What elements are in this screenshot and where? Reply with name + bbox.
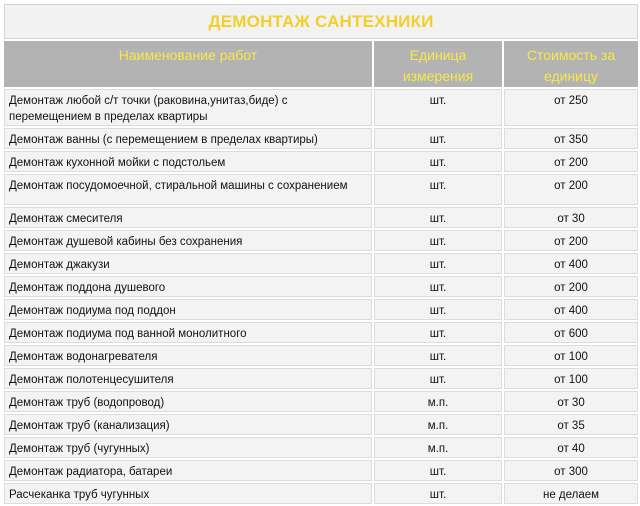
row-unit: шт. — [374, 230, 502, 251]
table-row — [4, 345, 638, 366]
row-cost: от 200 — [504, 276, 638, 297]
row-cost: от 600 — [504, 322, 638, 343]
column-header-name: Наименование работ — [4, 41, 372, 87]
row-name: Демонтаж полотенцесушителя — [4, 368, 372, 389]
row-name: Демонтаж подиума под ванной монолитного — [4, 322, 372, 343]
column-header-unit: Единица измерения — [374, 41, 502, 87]
row-cost: от 200 — [504, 230, 638, 251]
row-cost: от 30 — [504, 207, 638, 228]
row-unit: шт. — [374, 276, 502, 297]
row-cost: от 40 — [504, 437, 638, 458]
table-row — [4, 276, 638, 297]
row-cost: не делаем — [504, 483, 638, 504]
row-cost: от 30 — [504, 391, 638, 412]
row-cost: от 400 — [504, 299, 638, 320]
price-table — [2, 2, 640, 506]
row-name: Демонтаж труб (водопровод) — [4, 391, 372, 412]
row-unit: шт. — [374, 207, 502, 228]
row-cost: от 250 — [504, 89, 638, 126]
row-unit: м.п. — [374, 414, 502, 435]
row-unit: шт. — [374, 322, 502, 343]
table-row — [4, 322, 638, 343]
row-name: Демонтаж любой с/т точки (раковина,унитаз,биде) с перемещением в пределах квартиры — [4, 89, 372, 126]
row-unit: шт. — [374, 483, 502, 504]
row-cost: от 350 — [504, 128, 638, 149]
row-unit: шт. — [374, 299, 502, 320]
row-name: Демонтаж поддона душевого — [4, 276, 372, 297]
row-cost: от 200 — [504, 174, 638, 205]
price-table-container — [2, 2, 638, 506]
table-row — [4, 437, 638, 458]
row-name: Демонтаж кухонной мойки с подстольем — [4, 151, 372, 172]
row-name: Демонтаж смесителя — [4, 207, 372, 228]
table-row — [4, 207, 638, 228]
row-unit: шт. — [374, 345, 502, 366]
row-unit: м.п. — [374, 437, 502, 458]
table-row — [4, 391, 638, 412]
row-name: Демонтаж душевой кабины без сохранения — [4, 230, 372, 251]
table-title: ДЕМОНТАЖ САНТЕХНИКИ — [4, 4, 638, 39]
row-cost: от 100 — [504, 368, 638, 389]
table-row — [4, 174, 638, 205]
row-unit: шт. — [374, 174, 502, 205]
row-name: Демонтаж труб (канализация) — [4, 414, 372, 435]
row-name: Демонтаж труб (чугунных) — [4, 437, 372, 458]
row-cost: от 300 — [504, 460, 638, 481]
row-unit: шт. — [374, 151, 502, 172]
table-row — [4, 253, 638, 274]
row-name: Демонтаж посудомоечной, стиральной машины с сохранением — [4, 174, 372, 205]
row-unit: шт. — [374, 89, 502, 126]
row-name: Демонтаж джакузи — [4, 253, 372, 274]
row-name: Демонтаж водонагревателя — [4, 345, 372, 366]
row-cost: от 200 — [504, 151, 638, 172]
row-name: Демонтаж радиатора, батареи — [4, 460, 372, 481]
table-row — [4, 368, 638, 389]
row-name: Демонтаж подиума под поддон — [4, 299, 372, 320]
table-row — [4, 414, 638, 435]
row-unit: шт. — [374, 460, 502, 481]
row-cost: от 35 — [504, 414, 638, 435]
row-cost: от 400 — [504, 253, 638, 274]
row-name: Демонтаж ванны (с перемещением в пределах квартиры) — [4, 128, 372, 149]
table-row — [4, 89, 638, 126]
row-cost: от 100 — [504, 345, 638, 366]
table-row — [4, 151, 638, 172]
row-unit: шт. — [374, 368, 502, 389]
row-unit: шт. — [374, 253, 502, 274]
table-row — [4, 128, 638, 149]
column-header-cost: Стоимость за единицу — [504, 41, 638, 87]
table-row — [4, 460, 638, 481]
row-name: Расчеканка труб чугунных — [4, 483, 372, 504]
table-row — [4, 230, 638, 251]
row-unit: шт. — [374, 128, 502, 149]
row-unit: м.п. — [374, 391, 502, 412]
table-row — [4, 483, 638, 504]
table-row — [4, 299, 638, 320]
